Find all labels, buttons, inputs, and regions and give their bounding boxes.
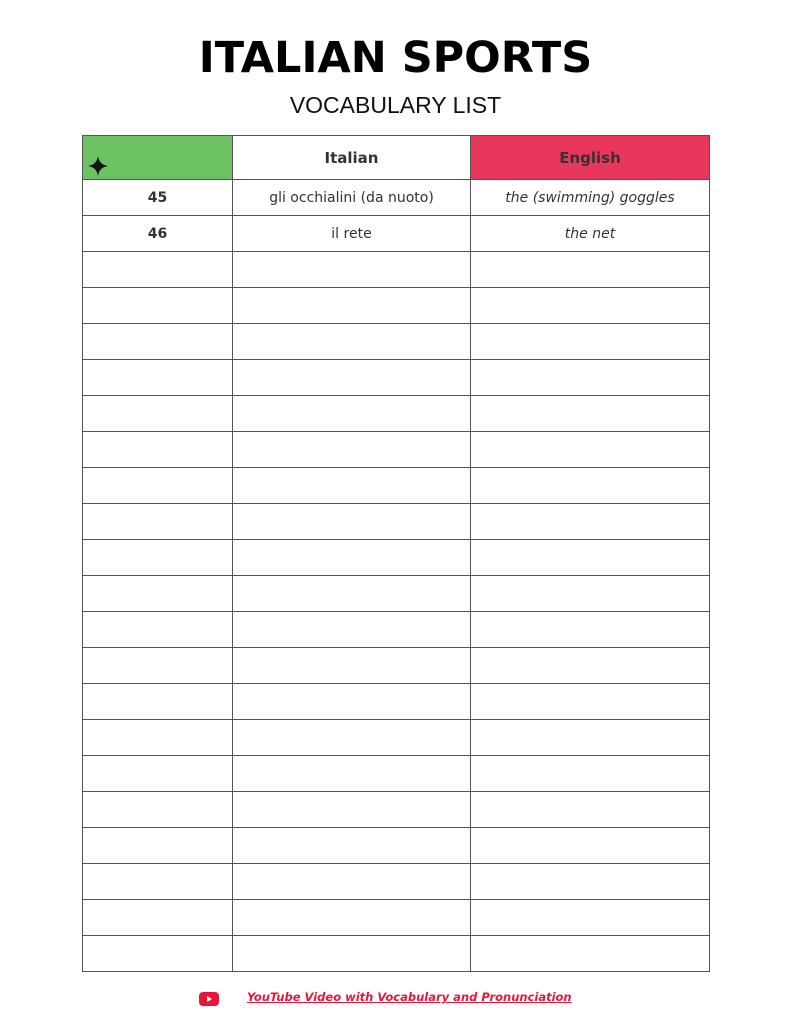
header-number-cell [83, 136, 233, 180]
table-row [83, 828, 710, 864]
english-cell [471, 288, 710, 324]
italian-cell [233, 324, 471, 360]
english-cell: the (swimming) goggles [471, 180, 710, 216]
table-row [83, 324, 710, 360]
table-row [83, 216, 710, 252]
header-english: English [471, 136, 710, 180]
youtube-icon[interactable] [199, 992, 219, 1006]
number-cell [83, 504, 233, 540]
italian-cell [233, 720, 471, 756]
italian-cell [233, 252, 471, 288]
italian-cell [233, 612, 471, 648]
page-subtitle: VOCABULARY LIST [289, 92, 502, 118]
number-cell [83, 864, 233, 900]
header-italian: Italian [233, 136, 471, 180]
italian-cell [233, 900, 471, 936]
english-cell [471, 864, 710, 900]
english-cell [471, 432, 710, 468]
italian-cell [233, 684, 471, 720]
youtube-video-link[interactable]: YouTube Video with Vocabulary and Pronunciation [247, 990, 572, 1004]
english-cell [471, 396, 710, 432]
english-cell [471, 648, 710, 684]
number-cell [83, 432, 233, 468]
number-cell [83, 828, 233, 864]
footer [0, 988, 791, 1008]
italian-cell [233, 468, 471, 504]
italian-cell [233, 396, 471, 432]
number-cell [83, 576, 233, 612]
number-cell [83, 324, 233, 360]
italian-cell [233, 648, 471, 684]
italian-cell [233, 756, 471, 792]
number-cell [83, 756, 233, 792]
table-row [83, 180, 710, 216]
number-cell [83, 468, 233, 504]
table-row [83, 432, 710, 468]
number-cell [83, 936, 233, 972]
italian-cell [233, 360, 471, 396]
italian-cell [233, 432, 471, 468]
english-cell [471, 360, 710, 396]
table-header-row [83, 136, 710, 180]
table-row [83, 720, 710, 756]
italian-cell [233, 504, 471, 540]
number-cell [83, 792, 233, 828]
table-row [83, 468, 710, 504]
italian-cell [233, 576, 471, 612]
english-cell [471, 756, 710, 792]
number-cell [83, 288, 233, 324]
table-row [83, 540, 710, 576]
number-cell [83, 684, 233, 720]
english-cell [471, 720, 710, 756]
table-row [83, 576, 710, 612]
english-cell [471, 468, 710, 504]
english-cell [471, 504, 710, 540]
number-cell [83, 720, 233, 756]
table-row [83, 648, 710, 684]
number-cell: 46 [83, 216, 233, 252]
table-row [83, 396, 710, 432]
english-cell [471, 936, 710, 972]
italian-cell [233, 936, 471, 972]
number-cell [83, 360, 233, 396]
number-cell [83, 396, 233, 432]
english-cell [471, 612, 710, 648]
english-cell [471, 900, 710, 936]
english-cell [471, 540, 710, 576]
sparkle-icon [88, 156, 108, 176]
english-cell [471, 324, 710, 360]
italian-cell: il rete [233, 216, 471, 252]
english-cell [471, 684, 710, 720]
italian-cell [233, 540, 471, 576]
table-row [83, 756, 710, 792]
english-cell [471, 576, 710, 612]
table-row [83, 612, 710, 648]
table-row [83, 288, 710, 324]
number-cell [83, 612, 233, 648]
table-row [83, 360, 710, 396]
number-cell [83, 900, 233, 936]
vocabulary-table [82, 135, 710, 972]
italian-cell [233, 288, 471, 324]
page-title: ITALIAN SPORTS [198, 33, 593, 83]
italian-cell: gli occhialini (da nuoto) [233, 180, 471, 216]
english-cell [471, 252, 710, 288]
table-row [83, 504, 710, 540]
english-cell [471, 792, 710, 828]
table-row [83, 792, 710, 828]
number-cell [83, 252, 233, 288]
table-row [83, 252, 710, 288]
italian-cell [233, 828, 471, 864]
table-row [83, 936, 710, 972]
italian-cell [233, 792, 471, 828]
number-cell: 45 [83, 180, 233, 216]
italian-cell [233, 864, 471, 900]
number-cell [83, 648, 233, 684]
table-row [83, 864, 710, 900]
english-cell: the net [471, 216, 710, 252]
table-row [83, 900, 710, 936]
number-cell [83, 540, 233, 576]
english-cell [471, 828, 710, 864]
table-row [83, 684, 710, 720]
